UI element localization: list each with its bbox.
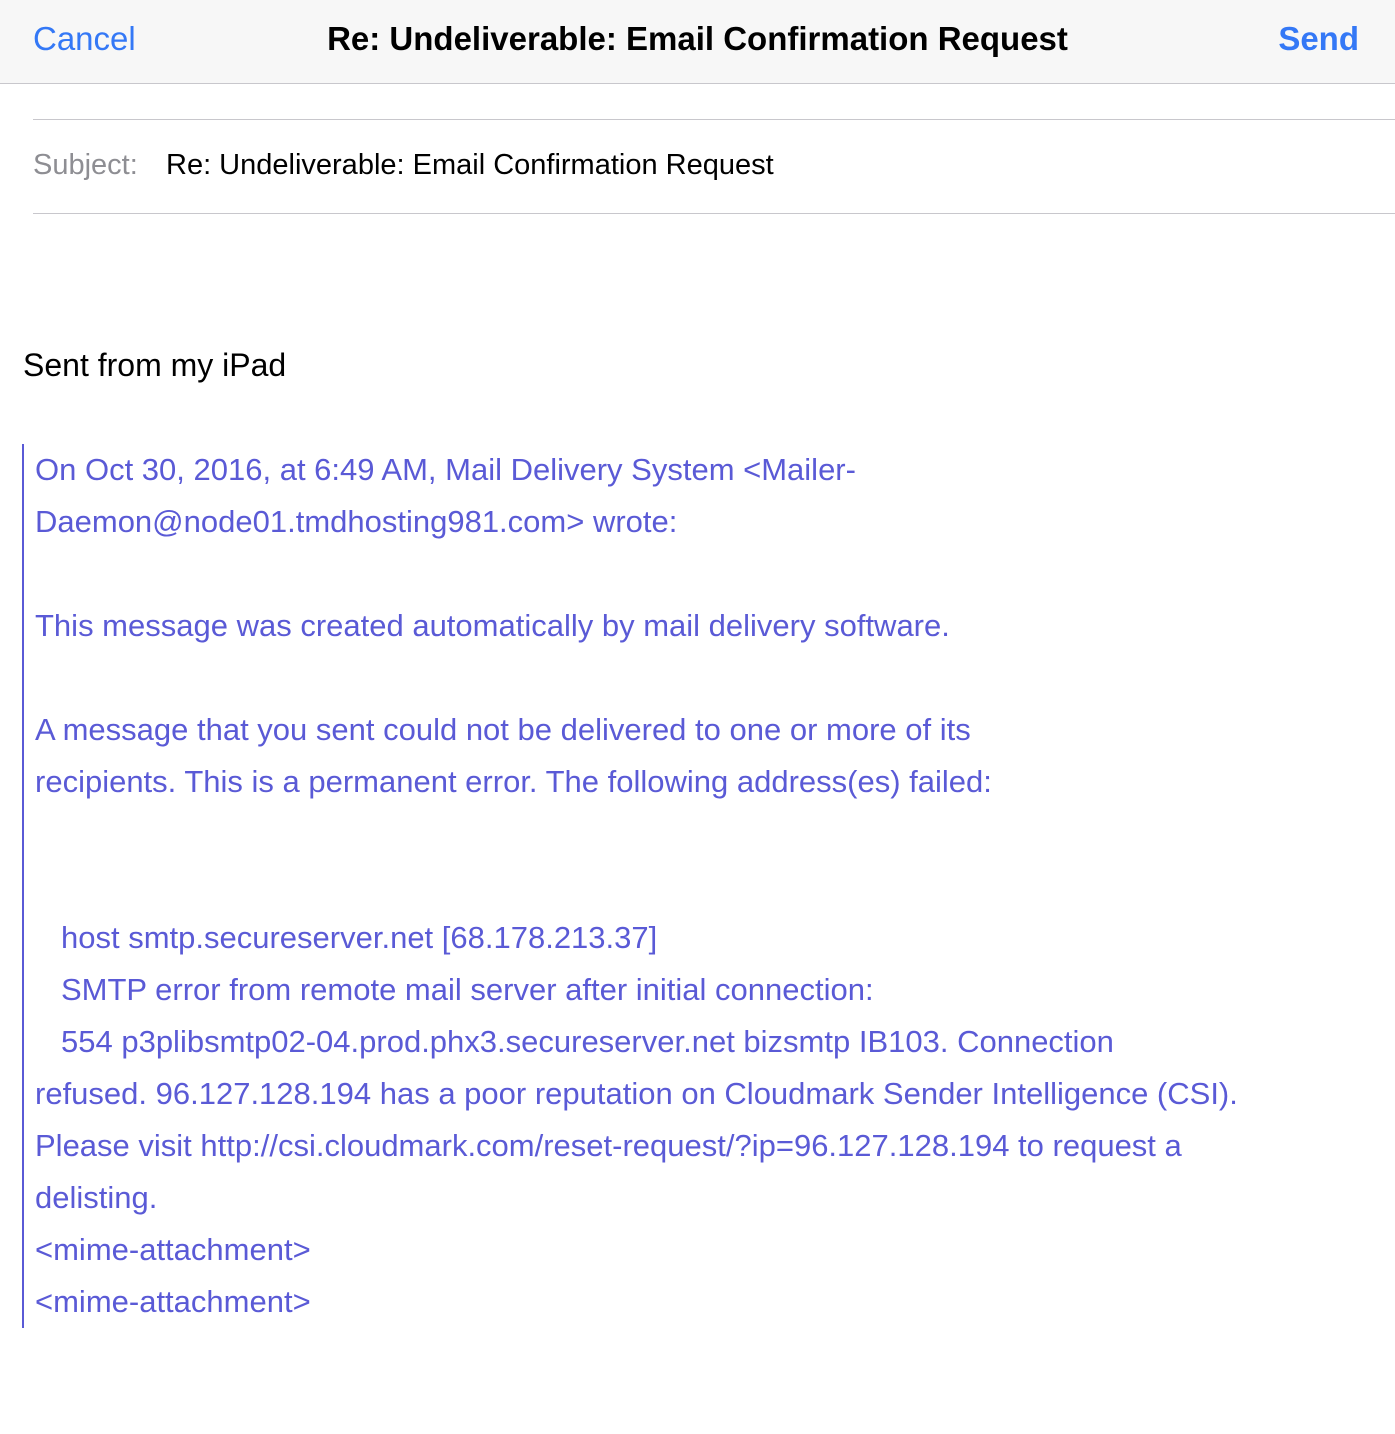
subject-label: Subject: — [33, 149, 138, 181]
failure-line-2: recipients. This is a permanent error. The following address(es) failed: — [35, 764, 992, 799]
mime-attachment-2: <mime-attachment> — [35, 1284, 311, 1319]
error-detail-line-3: Please visit http://csi.cloudmark.com/reset-request/?ip=96.127.128.194 to request a — [35, 1128, 1182, 1163]
smtp-error-line: SMTP error from remote mail server after initial connection: — [61, 972, 874, 1007]
auto-message-line: This message was created automatically by mail delivery software. — [35, 608, 950, 643]
cancel-button[interactable]: Cancel — [33, 20, 136, 57]
navigation-bar — [0, 0, 1395, 84]
send-button[interactable]: Send — [1278, 20, 1359, 57]
quote-header-line-2: Daemon@node01.tmdhosting981.com> wrote: — [35, 504, 678, 539]
error-detail-line-2: refused. 96.127.128.194 has a poor reputation on Cloudmark Sender Intelligence (CSI). — [35, 1076, 1238, 1111]
failure-line-1: A message that you sent could not be delivered to one or more of its — [35, 712, 971, 747]
signature-text[interactable]: Sent from my iPad — [23, 347, 287, 383]
compose-title: Re: Undeliverable: Email Confirmation Request — [327, 20, 1068, 57]
subject-field[interactable] — [33, 120, 1395, 214]
error-detail-line-1: 554 p3plibsmtp02-04.prod.phx3.secureserver.net bizsmtp IB103. Connection — [61, 1024, 1114, 1059]
error-detail-line-4: delisting. — [35, 1180, 158, 1215]
quote-header-line-1: On Oct 30, 2016, at 6:49 AM, Mail Delivery System <Mailer- — [35, 452, 856, 487]
quoted-message[interactable] — [22, 444, 1372, 1328]
mime-attachment-1: <mime-attachment> — [35, 1232, 311, 1267]
host-line: host smtp.secureserver.net [68.178.213.37] — [61, 920, 658, 955]
cc-bcc-from-field[interactable] — [33, 84, 1395, 120]
subject-input[interactable]: Re: Undeliverable: Email Confirmation Request — [166, 149, 774, 181]
